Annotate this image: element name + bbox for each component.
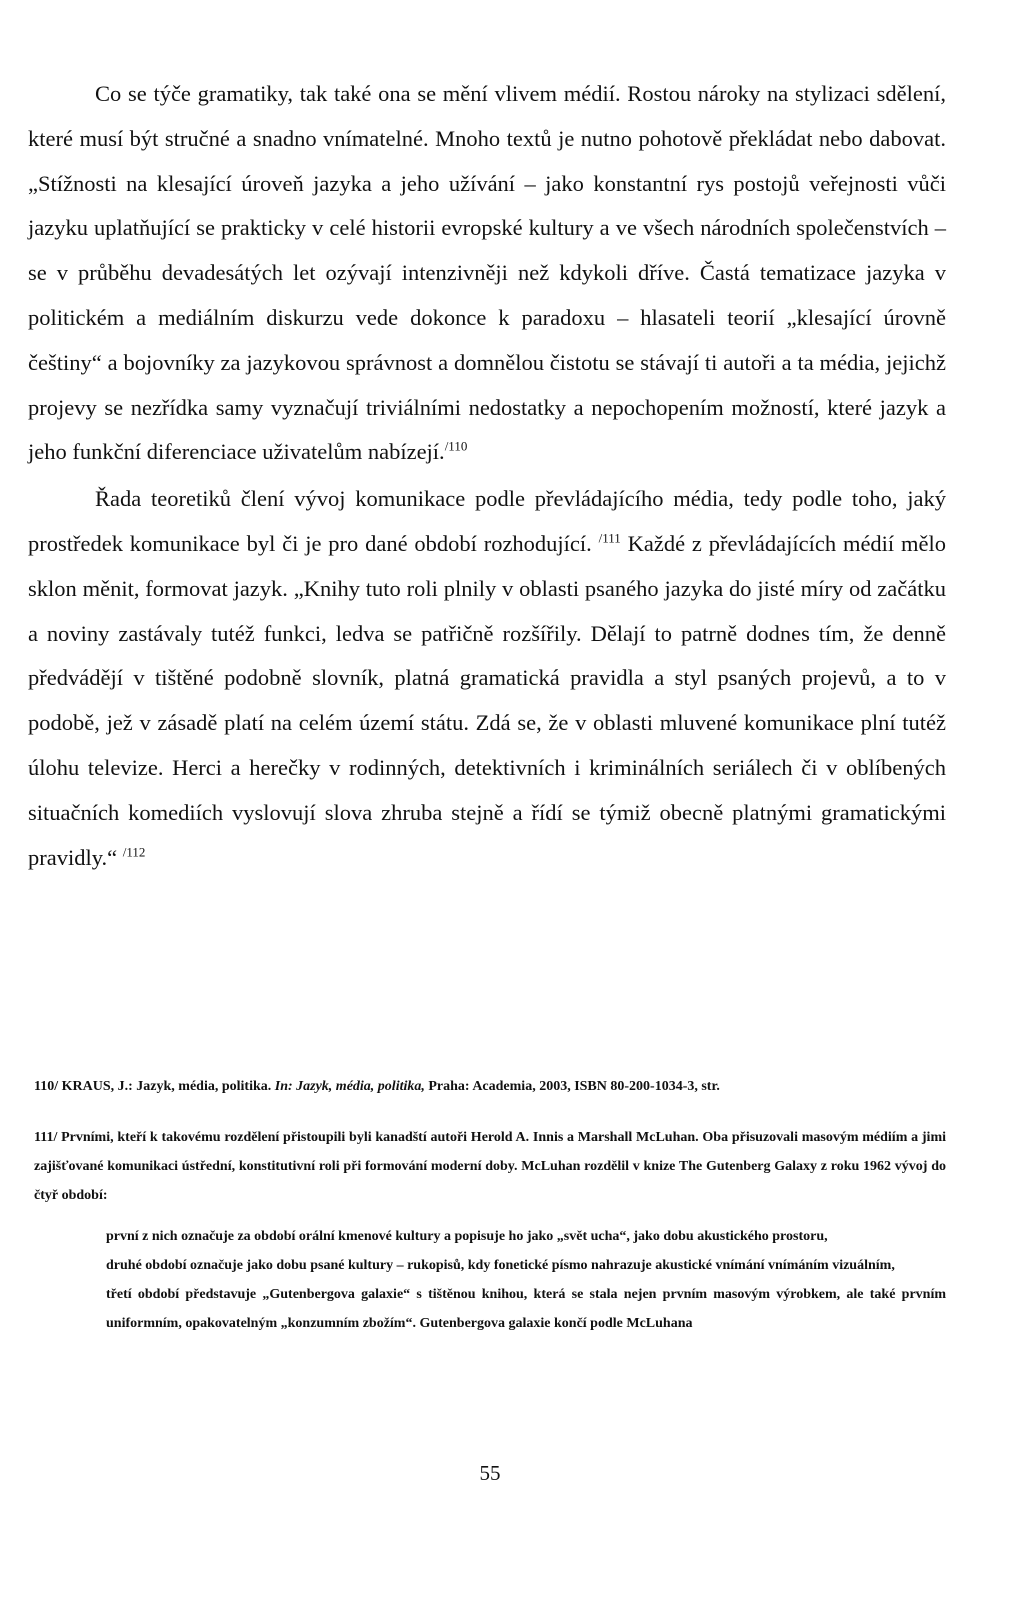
footnote-110 <box>34 1072 946 1101</box>
footnote-ref-111[interactable]: /111 <box>598 530 621 546</box>
footnote-111-text: 111/ Prvními, kteří k takovému rozdělení přistoupili byli kanadští autoři Herold A. Innis a Marshall McLuhan. Oba přisuzovali masovým médiím a jimi zajišťované komunikaci ústřední, konstitutivní roli při formování moderní doby. McLuhan rozdělil v knize The Gutenberg Galaxy z roku 1962 vývoj do čtyř období: <box>34 1130 946 1203</box>
footnote-110-prefix: 110/ KRAUS, J.: Jazyk, média, politika. <box>34 1079 275 1094</box>
paragraph-text: Co se týče gramatiky, tak také ona se mění vlivem médií. Rostou nároky na stylizaci sdělení, které musí být stručné a snadno vnímatelné. Mnoho textů je nutno pohotově překládat nebo dabovat. „Stížnosti na klesající úroveň jazyka a jeho užívání – jako konstantní rys postojů veřejnosti vůči jazyku uplatňující se prakticky v celé historii evropské kultury a ve všech národních společenstvích – se v průběhu devadesátých let ozývají intenzivněji než kdykoli dříve. Častá tematizace jazyka v politickém a mediálním diskurzu vede dokonce k paradoxu – hlasateli teorií „klesající úrovně češtiny“ a bojovníky za jazykovou správnost a domnělou čistotu se stávají ti autoři a ta média, jejichž projevy se nezřídka samy vyznačují triviálními nedostatky a nepochopením možností, které jazyk a jeho funkční diferenciace uživatelům nabízejí. <box>28 81 946 465</box>
paragraph-text: Řada teoretiků člení vývoj komunikace podle převládajícího média, tedy podle toho, jaký prostředek komunikace byl či je pro dané období rozhodující. <box>28 486 946 556</box>
footnote-110-italic: In: Jazyk, média, politika, <box>274 1079 425 1094</box>
paragraph-text: Každé z převládajících médií mělo sklon měnit, formovat jazyk. „Knihy tuto roli plnily v oblasti psaného jazyka do jisté míry od začátku a noviny zastávaly tutéž funkci, ledva se patřičně rozšířily. Dělají to patrně dodnes tím, že denně předvádějí v tištěné podobně slovník, platná gramatická pravidla a styl psaných projevů, a to v podobě, jež v zásadě platí na celém území státu. Zdá se, že v oblasti mluvené komunikace plní tutéž úlohu televize. Herci a herečky v rodinných, detektivních i kriminálních seriálech či v oblíbených situačních komediích vyslovují slova zhruba stejně a řídí se týmiž obecně platnými gramatickými pravidly.“ <box>28 530 946 870</box>
paragraph-1 <box>28 72 946 475</box>
footnote-110-suffix: Praha: Academia, 2003, ISBN 80-200-1034-3, str. <box>424 1079 720 1094</box>
footnote-111-list <box>34 1222 946 1338</box>
list-item: první z nich označuje za období orální kmenové kultury a popisuje ho jako „svět ucha“, jako dobu akustického prostoru, <box>106 1229 828 1244</box>
page-number: 55 <box>479 1461 501 1485</box>
footnote-ref-112[interactable]: /112 <box>122 844 146 860</box>
paragraph-2 <box>28 477 946 880</box>
footnote-111 <box>34 1123 946 1210</box>
list-item: druhé období označuje jako dobu psané kultury – rukopisů, kdy fonetické písmo nahrazuje akustické vnímání vnímáním vizuálním, <box>106 1258 895 1273</box>
footnotes <box>34 1072 946 1338</box>
footnote-ref-110[interactable]: /110 <box>444 438 468 454</box>
list-item: třetí období představuje „Gutenbergova galaxie“ s tištěnou knihou, která se stala nejen prvním masovým výrobkem, ale také prvním uniformním, opakovatelným „konzumním zbožím“. Gutenbergova galaxie končí podle McLuhana <box>106 1287 946 1331</box>
body-text <box>28 72 946 880</box>
